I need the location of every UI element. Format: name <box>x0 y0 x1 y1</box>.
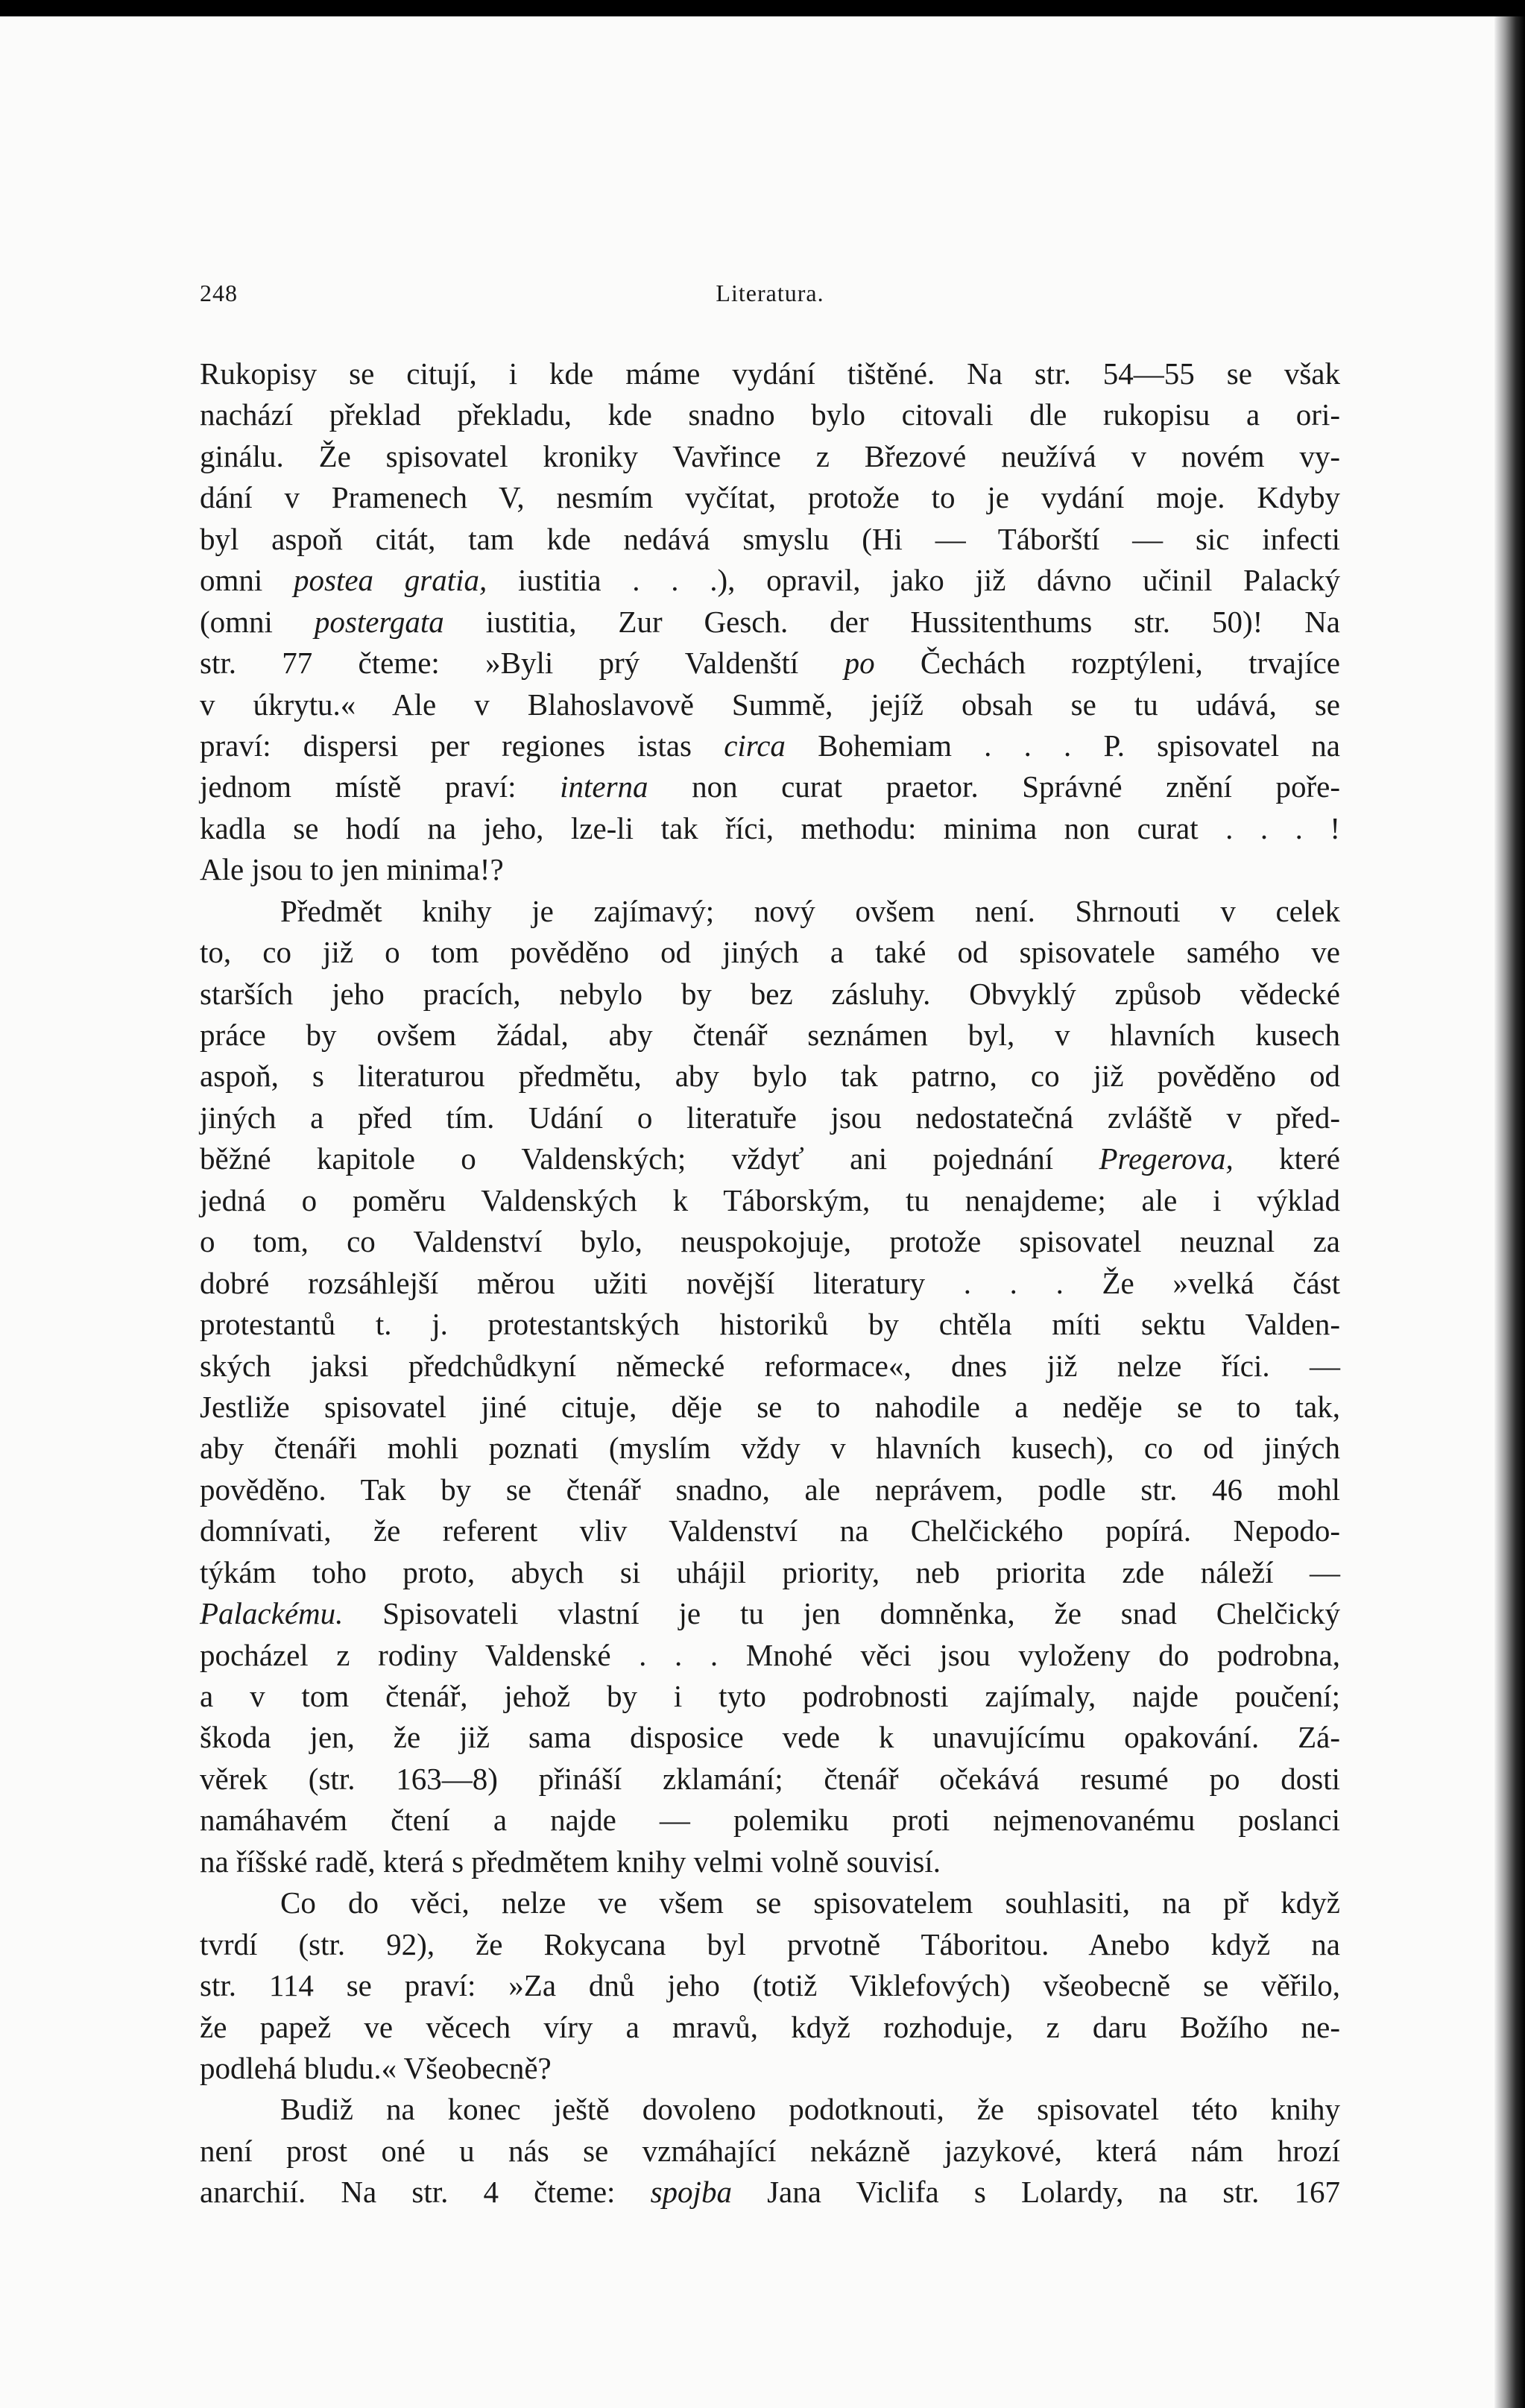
italic-text: postergata <box>314 604 444 639</box>
text-line <box>200 725 1340 766</box>
text-segment: jedná o poměru Valdenských k Táborským, tu nenajdeme; ale i výklad <box>200 1182 1340 1217</box>
text-segment: podlehá bludu.« Všeobecně? <box>200 2050 552 2085</box>
text-segment: dobré rozsáhlejší měrou užiti novější literatury . . . Že »velká část <box>200 1265 1340 1300</box>
text-line <box>200 1841 1340 1882</box>
italic-text: Pregerova, <box>1099 1141 1234 1176</box>
text-segment: anarchií. Na str. 4 čteme: <box>200 2175 651 2210</box>
text-segment: iustitia . . .), opravil, jako již dávno učinil Palacký <box>487 563 1340 598</box>
text-segment: byl aspoň citát, tam kde nedává smyslu (Hi — Táborští — sic infecti <box>200 521 1340 556</box>
text-segment: věrek (str. 163—8) přináší zklamání; čtenář očekává resumé po dosti <box>200 1761 1340 1796</box>
text-line <box>200 1346 1340 1387</box>
text-line <box>200 1056 1340 1097</box>
text-segment: protestantů t. j. protestantských historiků by chtěla míti sektu Valden- <box>200 1307 1340 1342</box>
text-segment: a v tom čtenář, jehož by i tyto podrobnosti zajímaly, najde poučení; <box>200 1679 1340 1713</box>
text-segment: omni <box>200 563 294 598</box>
text-segment: starších jeho pracích, nebylo by bez zásluhy. Obvyklý způsob vědecké <box>200 976 1340 1011</box>
text-line <box>200 684 1340 725</box>
text-segment: namáhavém čtení a najde — polemiku proti nejmenovanému poslanci <box>200 1803 1340 1838</box>
italic-text: circa <box>724 728 786 763</box>
text-segment: dání v Pramenech V, nesmím vyčítat, protože to je vydání moje. Kdyby <box>200 480 1340 515</box>
text-segment: v úkrytu.« Ale v Blahoslavově Summě, jejíž obsah se tu udává, se <box>200 687 1340 722</box>
text-line <box>200 932 1340 973</box>
text-line <box>200 1717 1340 1758</box>
text-line <box>200 1635 1340 1676</box>
scan-edge <box>1494 16 1525 2408</box>
text-segment: jiných a před tím. Udání o literatuře jsou nedostatečná zvláště v před- <box>200 1100 1340 1135</box>
text-segment: na říšské radě, která s předmětem knihy velmi volně souvisí. <box>200 1844 941 1879</box>
text-segment: Bohemiam . . . P. spisovatel na <box>785 728 1340 763</box>
text-segment: tvrdí (str. 92), že Rokycana byl prvotně Táboritou. Anebo když na <box>200 1926 1340 1961</box>
text-line <box>200 1097 1340 1138</box>
italic-text: spojba <box>650 2175 732 2210</box>
text-line <box>200 2131 1340 2172</box>
text-line <box>200 1676 1340 1717</box>
text-line <box>200 1759 1340 1800</box>
text-line <box>200 436 1340 477</box>
text-line <box>200 602 1340 643</box>
text-line <box>200 519 1340 560</box>
text-line <box>200 2007 1340 2048</box>
text-line <box>200 477 1340 518</box>
text-segment: Jestliže spisovatel jiné cituje, děje se to nahodile a neděje se to tak, <box>200 1389 1340 1424</box>
text-segment: ginálu. Že spisovatel kroniky Vavřince z Březové neužívá v novém vy- <box>200 438 1340 473</box>
text-line <box>200 1221 1340 1262</box>
text-line <box>200 808 1340 849</box>
text-segment: týkám toho proto, abych si uhájil priority, neb priorita zde náleží — <box>200 1554 1340 1589</box>
text-segment: o tom, co Valdenství bylo, neuspokojuje, protože spisovatel neuznal za <box>200 1224 1340 1259</box>
running-head <box>200 280 1340 317</box>
text-segment: aspoň, s literaturou předmětu, aby bylo tak patrno, co již pověděno od <box>200 1059 1340 1094</box>
text-line <box>200 2172 1340 2213</box>
italic-text: Palackému. <box>200 1596 344 1631</box>
text-segment: aby čtenáři mohli poznati (myslím vždy v hlavních kusech), co od jiných <box>200 1431 1340 1466</box>
text-segment: není prost oné u nás se vzmáhající nekázně jazykové, která nám hrozí <box>200 2133 1340 2168</box>
text-segment: práce by ovšem žádal, aby čtenář seznámen byl, v hlavních kusech <box>200 1018 1340 1052</box>
text-line <box>200 1510 1340 1551</box>
text-segment: domnívati, že referent vliv Valdenství na Chelčického popírá. Nepodo- <box>200 1513 1340 1548</box>
text-segment: škoda jen, že již sama disposice vede k unavujícímu opakování. Zá- <box>200 1720 1340 1755</box>
text-segment: Spisovateli vlastní je tu jen domněnka, že snad Chelčický <box>343 1596 1340 1631</box>
text-segment: nachází překlad překladu, kde snadno bylo citovali dle rukopisu a ori- <box>200 397 1340 432</box>
text-segment: že papež ve věcech víry a mravů, když rozhoduje, z daru Božího ne- <box>200 2009 1340 2044</box>
text-line <box>200 849 1340 890</box>
text-segment: Čechách rozptýleni, trvajíce <box>874 646 1340 681</box>
text-segment: pocházel z rodiny Valdenské . . . Mnohé věci jsou vyloženy do podrobna, <box>200 1637 1340 1672</box>
body-text <box>200 353 1340 2213</box>
text-segment: jednom místě praví: <box>200 769 561 804</box>
text-segment: (omni <box>200 604 315 639</box>
text-segment: iustitia, Zur Gesch. der Hussitenthums str. 50)! Na <box>443 604 1340 639</box>
text-line <box>200 1263 1340 1304</box>
text-segment: pověděno. Tak by se čtenář snadno, ale neprávem, podle str. 46 mohl <box>200 1472 1340 1507</box>
text-segment: non curat praetor. Správné znění pořе- <box>648 769 1340 804</box>
text-line <box>200 1800 1340 1841</box>
text-line <box>200 1593 1340 1634</box>
text-segment: str. 77 čteme: »Byli prý Valdenští <box>200 646 844 681</box>
text-segment: běžné kapitole o Valdenských; vždyť ani pojednání <box>200 1141 1099 1176</box>
text-segment: ských jaksi předchůdkyní německé reformace«, dnes již nelze říci. — <box>200 1348 1340 1383</box>
text-segment: Co do věci, nelze ve všem se spisovatelem souhlasiti, na př když <box>280 1885 1340 1920</box>
italic-text: postea gratia, <box>294 563 487 598</box>
text-line <box>200 560 1340 601</box>
text-segment: Rukopisy se citují, i kde máme vydání tištěné. Na str. 54—55 se však <box>200 356 1340 391</box>
text-line <box>200 394 1340 435</box>
text-segment: str. 114 se praví: »Za dnů jeho (totiž Viklefových) všeobecně se věřilo, <box>200 1968 1340 2003</box>
text-segment: které <box>1233 1141 1340 1176</box>
page-number: 248 <box>200 280 238 306</box>
text-line <box>200 2089 1340 2130</box>
text-line <box>200 766 1340 807</box>
italic-text: interna <box>560 769 648 804</box>
text-line <box>200 2048 1340 2089</box>
text-line <box>200 974 1340 1015</box>
text-segment: Ale jsou to jen minima!? <box>200 852 504 887</box>
section-title: Literatura. <box>716 280 824 306</box>
text-segment: kadla se hodí na jeho, lze-li tak říci, methodu: minima non curat . . . ! <box>200 810 1340 845</box>
text-segment: praví: dispersi per regiones istas <box>200 728 724 763</box>
italic-text: po <box>844 646 875 681</box>
text-line <box>200 643 1340 684</box>
text-line <box>200 1180 1340 1221</box>
text-line <box>200 891 1340 932</box>
text-segment: Předmět knihy je zajímavý; nový ovšem není. Shrnouti v celek <box>280 893 1340 928</box>
text-segment: Jana Viclifa s Lolardy, na str. 167 <box>731 2175 1340 2210</box>
text-line <box>200 1015 1340 1056</box>
text-line <box>200 1304 1340 1345</box>
text-line <box>200 1882 1340 1923</box>
text-line <box>200 1428 1340 1469</box>
text-line <box>200 1138 1340 1179</box>
text-line <box>200 1469 1340 1510</box>
text-line <box>200 353 1340 394</box>
text-line <box>200 1965 1340 2006</box>
text-segment: Budiž na konec ještě dovoleno podotknouti, že spisovatel této knihy <box>280 2092 1340 2127</box>
text-line <box>200 1387 1340 1428</box>
text-segment: to, co již o tom pověděno od jiných a také od spisovatele samého ve <box>200 935 1340 970</box>
text-line <box>200 1924 1340 1965</box>
text-line <box>200 1552 1340 1593</box>
